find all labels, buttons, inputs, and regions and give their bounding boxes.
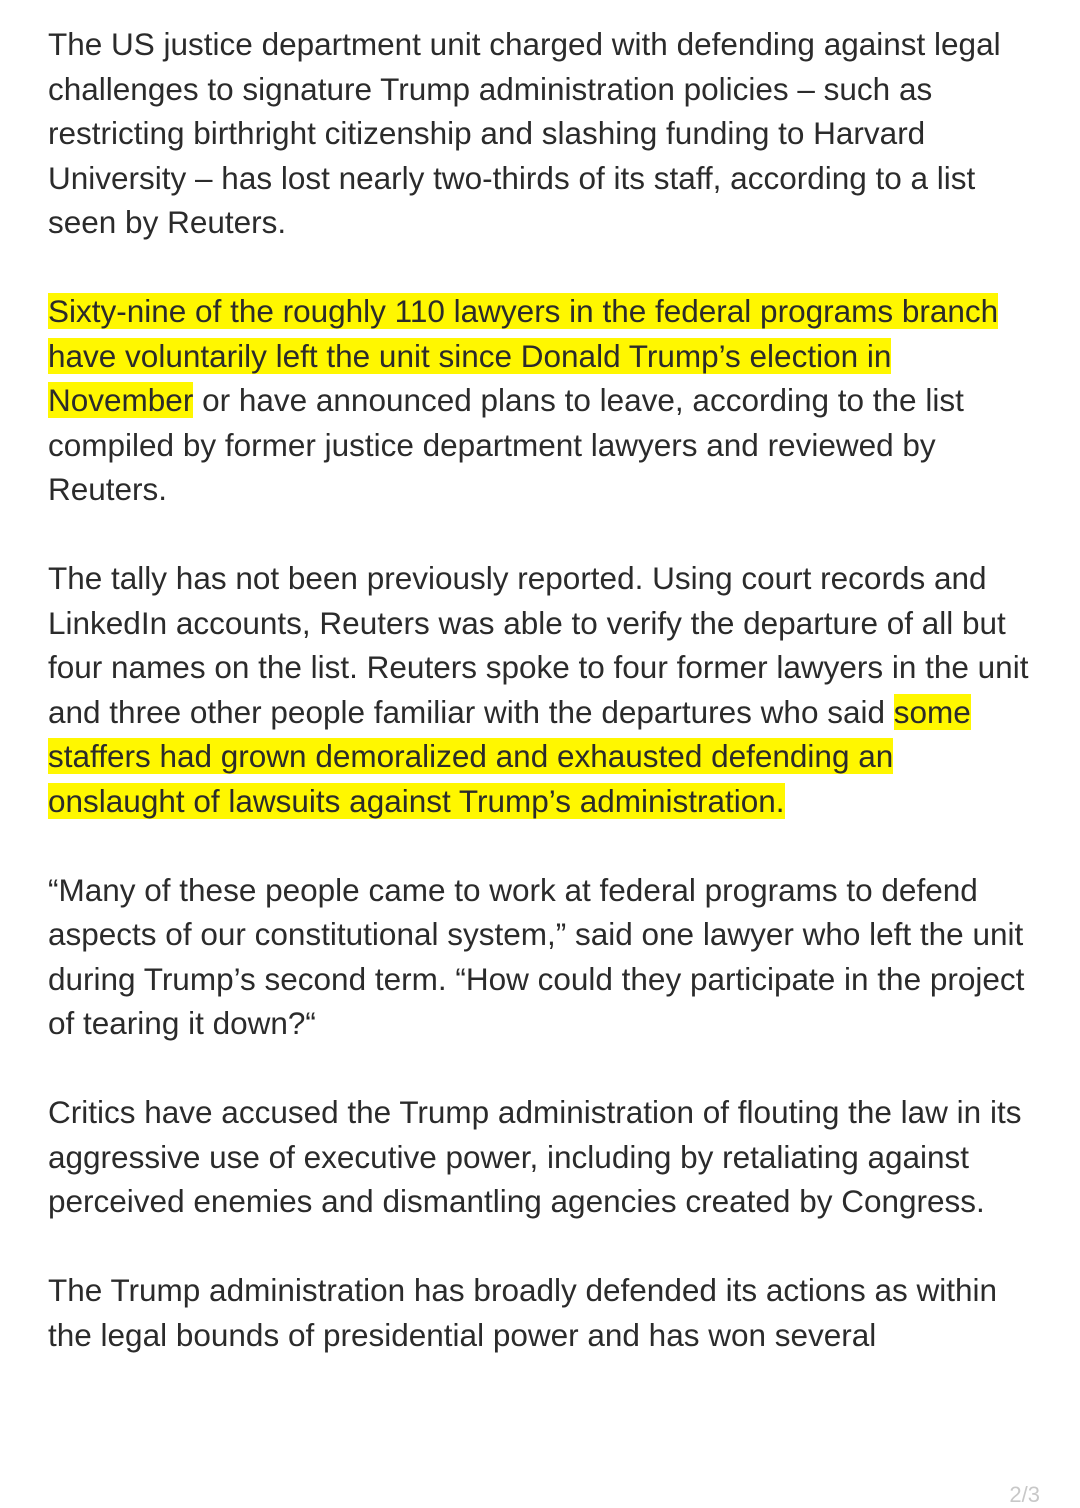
article-paragraph [48,556,1038,823]
article-body [48,22,1038,1402]
article-paragraph [48,1090,1038,1224]
text-segment: Critics have accused the Trump administration of flouting the law in its aggressive use of executive power, including by retaliating against perceived enemies and dismantling agencies created by Congress. [48,1094,1022,1219]
text-segment: or have announced plans to leave, according to the list compiled by former justice department lawyers and reviewed by Reuters. [48,382,964,507]
text-segment: The Trump administration has broadly defended its actions as within the legal bounds of presidential power and has won several [48,1272,997,1353]
highlighted-text: some staffers had grown demoralized and exhausted defending an onslaught of lawsuits against Trump’s administration. [48,693,971,819]
text-segment: The tally has not been previously reported. Using court records and LinkedIn accounts, Reuters was able to verify the departure of all but four names on the list. Reuters spoke to four former lawyers in the unit and three other people familiar with the departures who said [48,560,1029,730]
highlighted-text: Sixty-nine of the roughly 110 lawyers in the federal programs branch have voluntarily left the unit since Donald Trump’s election in November [48,293,999,418]
text-segment: The US justice department unit charged with defending against legal challenges to signature Trump administration policies – such as restricting birthright citizenship and slashing funding to Harvard University – has lost nearly two-thirds of its staff, according to a list seen by Reuters. [48,26,1001,240]
page-indicator: 2/3 [1009,1482,1040,1507]
article-paragraph [48,22,1038,245]
article-paragraph [48,1268,1038,1357]
article-paragraph [48,289,1038,512]
article-paragraph [48,868,1038,1046]
text-segment: “Many of these people came to work at federal programs to defend aspects of our constitutional system,” said one lawyer who left the unit during Trump’s second term. “How could they participate in the project of tearing it down?“ [48,871,1025,1041]
